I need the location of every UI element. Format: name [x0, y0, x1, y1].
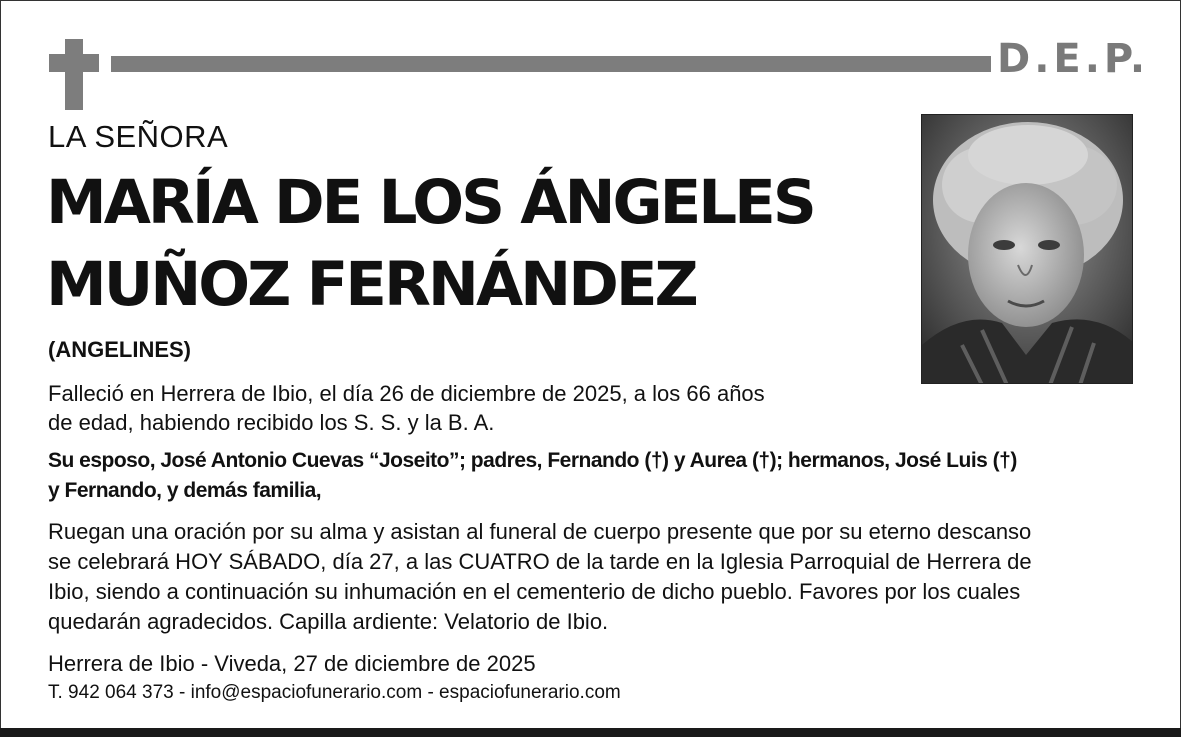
bottom-border — [0, 728, 1181, 737]
funeral-request-line: Ruegan una oración por su alma y asistan al funeral de cuerpo presente que por su eterno descanso — [48, 519, 1032, 544]
deceased-alias: (ANGELINES) — [48, 337, 191, 362]
cross-icon-bar — [49, 54, 99, 72]
funeral-request — [48, 517, 1032, 637]
funeral-request-line: quedarán agradecidos. Capilla ardiente: Velatorio de Ibio. — [48, 609, 609, 634]
family-line: Su esposo, José Antonio Cuevas “Joseito”; padres, Fernando (†) y Aurea (†); hermanos, José Luis (†) — [48, 449, 1017, 472]
header-rule — [111, 56, 991, 72]
place-date: Herrera de Ibio - Viveda, 27 de diciembre de 2025 — [48, 651, 536, 676]
death-notice — [48, 379, 765, 437]
funeral-request-line: se celebrará HOY SÁBADO, día 27, a las CUATRO de la tarde en la Iglesia Parroquial de Herrera de — [48, 549, 1032, 574]
family-list — [48, 446, 1017, 506]
family-line: y Fernando, y demás familia, — [48, 479, 322, 502]
deceased-name-line2: MUÑOZ FERNÁNDEZ — [46, 249, 696, 320]
intro-label: LA SEÑORA — [48, 119, 229, 154]
funeral-request-line: Ibio, siendo a continuación su inhumación en el cementerio de dicho pueblo. Favores por los cuales — [48, 579, 1021, 604]
contact-info: T. 942 064 373 - info@espaciofunerario.com - espaciofunerario.com — [48, 682, 621, 703]
cross-icon — [65, 39, 83, 110]
portrait-image — [922, 115, 1133, 384]
portrait-photo — [921, 114, 1133, 384]
death-notice-line: Falleció en Herrera de Ibio, el día 26 de diciembre de 2025, a los 66 años — [48, 381, 765, 406]
dep-label: D.E.P. — [997, 36, 1150, 82]
death-notice-line: de edad, habiendo recibido los S. S. y la B. A. — [48, 410, 495, 435]
deceased-name-line1: MARÍA DE LOS ÁNGELES — [46, 167, 814, 238]
